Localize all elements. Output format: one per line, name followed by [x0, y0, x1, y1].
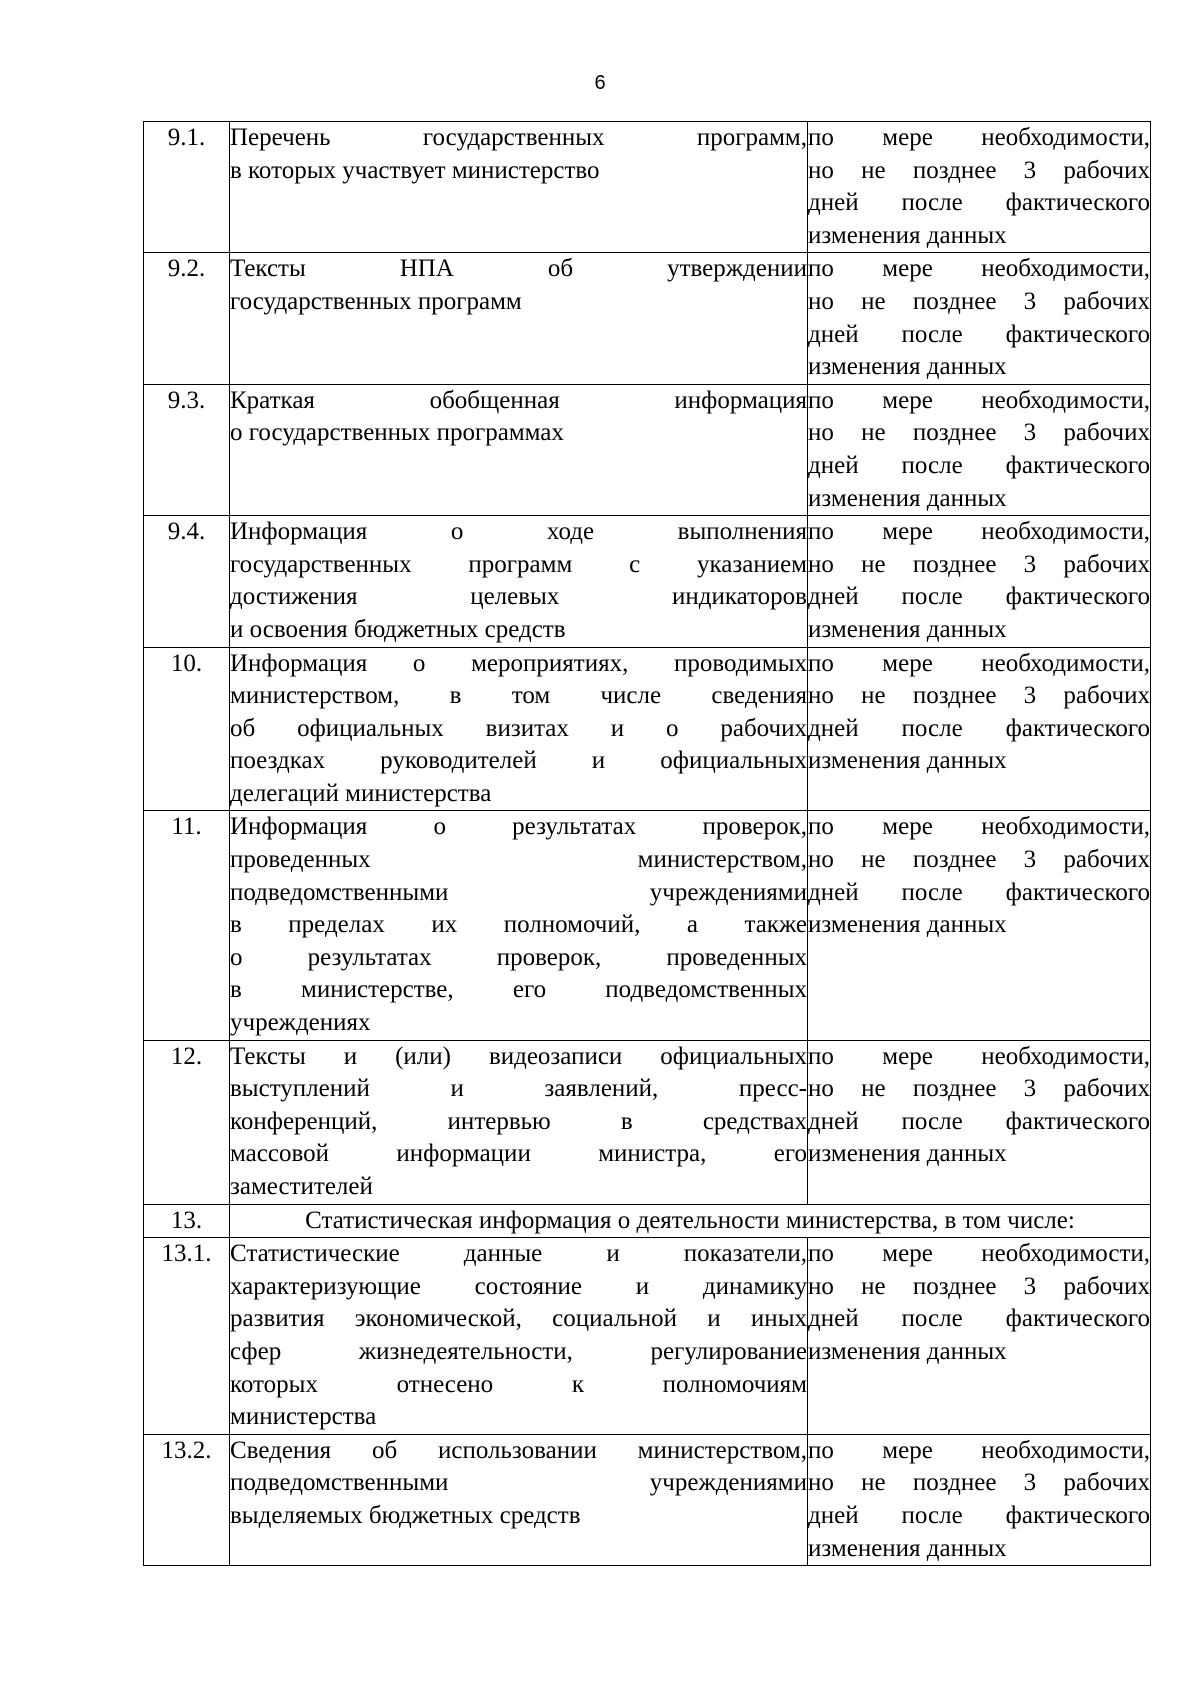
- description-line: сфер жизнедеятельности, регулирование: [230, 1337, 807, 1365]
- description-line: государственных программ: [230, 287, 522, 315]
- description-line: и освоения бюджетных средств: [230, 615, 566, 643]
- row-number: 9.4.: [144, 516, 230, 647]
- row-number: 10.: [144, 647, 230, 811]
- period-line: по мере необходимости,: [808, 255, 1150, 283]
- row-number: 13.1.: [144, 1238, 230, 1435]
- description-line: подведомственными учреждениями: [230, 1469, 807, 1497]
- period-line: по мере необходимости,: [808, 518, 1150, 546]
- period-line: но не позднее 3 рабочих: [808, 846, 1150, 874]
- description-line: Перечень государственных программ,: [230, 124, 807, 151]
- table-row: [144, 253, 1151, 384]
- period-line: изменения данных: [808, 353, 1007, 381]
- table-row: [144, 811, 1151, 1040]
- period-line: но не позднее 3 рабочих: [808, 419, 1150, 447]
- update-period: [808, 1434, 1151, 1565]
- page-number: 6: [594, 72, 606, 94]
- period-line: дней после фактического: [808, 878, 1150, 906]
- period-line: дней после фактического: [808, 583, 1150, 611]
- period-line: дней после фактического: [808, 189, 1150, 217]
- period-line: но не позднее 3 рабочих: [808, 1272, 1150, 1300]
- description-line: в пределах их полномочий, а также: [230, 911, 807, 939]
- publication-schedule-table: [143, 121, 1151, 1566]
- description-line: Информация о ходе выполнения: [230, 518, 807, 546]
- period-line: но не позднее 3 рабочих: [808, 156, 1150, 184]
- period-line: изменения данных: [808, 484, 1007, 512]
- period-line: по мере необходимости,: [808, 1436, 1150, 1464]
- period-line: изменения данных: [808, 1534, 1007, 1562]
- period-line: изменения данных: [808, 747, 1007, 775]
- description-line: заместителей: [230, 1173, 373, 1200]
- period-line: дней после фактического: [808, 451, 1150, 479]
- item-description: [230, 1238, 808, 1435]
- description-line: Информация о результатах проверок,: [230, 813, 807, 841]
- description-line: Сведения об использовании министерством,: [230, 1436, 807, 1464]
- description-line: развития экономической, социальной и иных: [230, 1305, 807, 1333]
- description-line: подведомственными учреждениями: [230, 878, 807, 906]
- description-line: Тексты и (или) видеозаписи официальных: [230, 1042, 807, 1070]
- period-line: но не позднее 3 рабочих: [808, 1075, 1150, 1103]
- period-line: по мере необходимости,: [808, 124, 1150, 151]
- item-description: [230, 1040, 808, 1204]
- description-line: которых отнесено к полномочиям: [230, 1370, 807, 1398]
- table-row: [144, 516, 1151, 647]
- period-line: дней после фактического: [808, 1501, 1150, 1529]
- period-line: по мере необходимости,: [808, 813, 1150, 841]
- period-line: по мере необходимости,: [808, 1042, 1150, 1070]
- update-period: [808, 384, 1151, 515]
- description-line: министерством, в том числе сведения: [230, 682, 807, 710]
- row-number: 11.: [144, 811, 230, 1040]
- table-body: [144, 122, 1151, 1566]
- period-line: дней после фактического: [808, 714, 1150, 742]
- row-number: 13.: [144, 1204, 230, 1238]
- description-line: о государственных программах: [230, 419, 564, 447]
- description-line: государственных программ с указанием: [230, 550, 807, 578]
- period-line: дней после фактического: [808, 320, 1150, 348]
- item-description: [230, 516, 808, 647]
- description-line: делегаций министерства: [230, 779, 492, 807]
- row-number: 13.2.: [144, 1434, 230, 1565]
- period-line: изменения данных: [808, 1337, 1007, 1365]
- period-line: но не позднее 3 рабочих: [808, 287, 1150, 315]
- update-period: [808, 647, 1151, 811]
- period-line: по мере необходимости,: [808, 386, 1150, 414]
- table-row: [144, 1238, 1151, 1435]
- row-number: 9.1.: [144, 122, 230, 253]
- description-line: конференций, интервью в средствах: [230, 1107, 807, 1135]
- description-line: Краткая обобщенная информация: [230, 386, 807, 414]
- description-line: Статистические данные и показатели,: [230, 1240, 807, 1268]
- row-number: 12.: [144, 1040, 230, 1204]
- update-period: [808, 516, 1151, 647]
- table-row: [144, 1204, 1151, 1238]
- period-line: но не позднее 3 рабочих: [808, 550, 1150, 578]
- description-line: учреждениях: [230, 1009, 371, 1037]
- item-description: [230, 122, 808, 253]
- description-line: достижения целевых индикаторов: [230, 583, 807, 611]
- period-line: по мере необходимости,: [808, 1240, 1150, 1268]
- period-line: но не позднее 3 рабочих: [808, 1469, 1150, 1497]
- period-line: но не позднее 3 рабочих: [808, 682, 1150, 710]
- description-line: об официальных визитах и о рабочих: [230, 714, 807, 742]
- description-line: поездках руководителей и официальных: [230, 747, 807, 775]
- description-line: министерства: [230, 1403, 377, 1431]
- description-line: Тексты НПА об утверждении: [230, 255, 807, 283]
- period-line: изменения данных: [808, 221, 1007, 249]
- item-description: [230, 1434, 808, 1565]
- description-line: массовой информации министра, его: [230, 1140, 807, 1168]
- update-period: [808, 1238, 1151, 1435]
- description-line: выделяемых бюджетных средств: [230, 1501, 581, 1529]
- row-number: 9.3.: [144, 384, 230, 515]
- item-description: [230, 647, 808, 811]
- row-number: 9.2.: [144, 253, 230, 384]
- update-period: [808, 122, 1151, 253]
- table-row: [144, 122, 1151, 253]
- item-description: [230, 253, 808, 384]
- description-line: выступлений и заявлений, пресс-: [230, 1075, 807, 1103]
- description-line: о результатах проверок, проведенных: [230, 943, 807, 971]
- description-line: характеризующие состояние и динамику: [230, 1272, 807, 1300]
- period-line: изменения данных: [808, 1140, 1007, 1168]
- update-period: [808, 253, 1151, 384]
- period-line: изменения данных: [808, 615, 1007, 643]
- description-line: проведенных министерством,: [230, 846, 807, 874]
- period-line: дней после фактического: [808, 1305, 1150, 1333]
- description-line: в которых участвует министерство: [230, 156, 600, 184]
- period-line: по мере необходимости,: [808, 649, 1150, 677]
- table-row: [144, 1040, 1151, 1204]
- item-description: [230, 811, 808, 1040]
- table-row: [144, 384, 1151, 515]
- description-line: в министерстве, его подведомственных: [230, 976, 807, 1004]
- section-heading: Статистическая информация о деятельности министерства, в том числе:: [230, 1204, 1151, 1238]
- description-line: Информация о мероприятиях, проводимых: [230, 649, 807, 677]
- period-line: дней после фактического: [808, 1107, 1150, 1135]
- update-period: [808, 811, 1151, 1040]
- update-period: [808, 1040, 1151, 1204]
- table-row: [144, 647, 1151, 811]
- period-line: изменения данных: [808, 911, 1007, 939]
- item-description: [230, 384, 808, 515]
- table-row: [144, 1434, 1151, 1565]
